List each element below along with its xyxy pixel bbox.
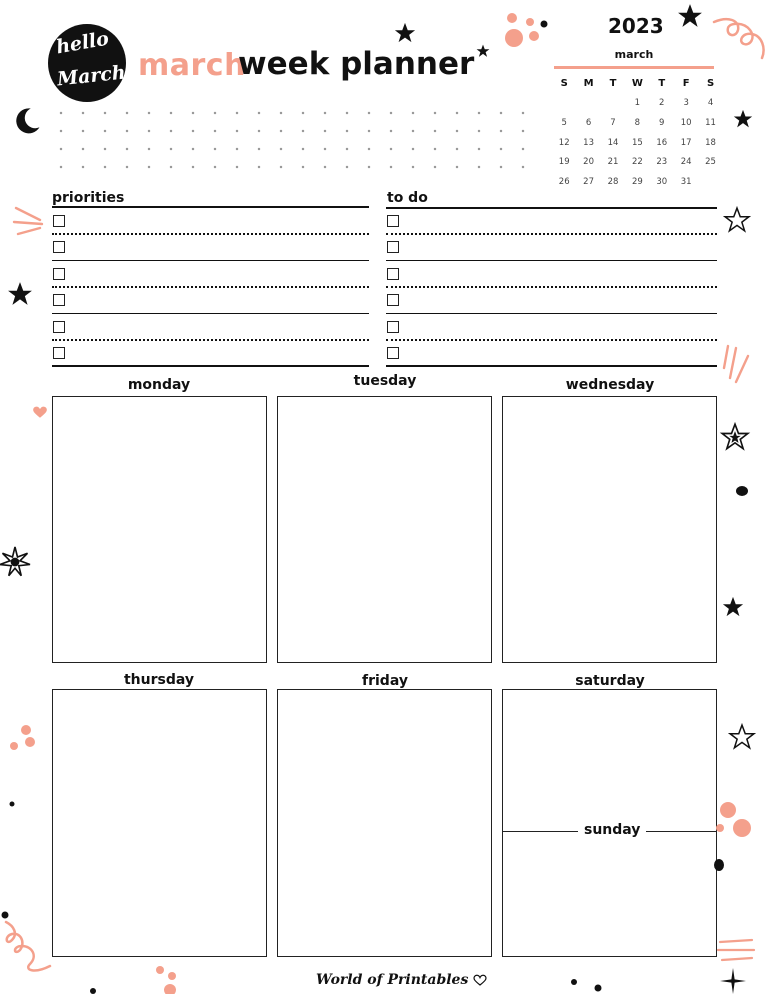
ink-dot-icon [712,858,726,872]
todo-checkbox[interactable] [387,215,399,227]
day-label-wednesday: wednesday [565,377,655,393]
calendar-day: 14 [607,137,619,148]
priority-checkbox[interactable] [53,347,65,359]
day-label-monday: monday [127,377,191,393]
ink-dot-icon [8,800,16,808]
todo-row[interactable] [386,315,717,341]
calendar-grid [552,74,716,213]
calendar-day: 28 [607,177,619,188]
ink-dot-icon [568,976,608,994]
mini-calendar [552,10,716,196]
calendar-weekday-header: S [706,78,715,89]
calendar-weekday-header: M [583,78,594,89]
day-label-thursday: thursday [123,672,195,688]
todo-row[interactable] [386,288,717,314]
priority-row[interactable] [52,235,369,261]
star-icon [722,596,744,618]
day-label-friday: friday [362,673,408,689]
calendar-day: 2 [659,98,665,108]
calendar-day: 13 [583,137,594,148]
star-icon [676,3,704,29]
todo-row[interactable] [386,341,717,367]
heart-outline-icon [473,974,487,986]
todo-checkbox[interactable] [387,268,399,280]
day-label-sunday: sunday [578,822,646,838]
priority-checkbox[interactable] [53,294,65,306]
dot-grid-notes [50,104,540,174]
calendar-day: 26 [558,177,570,188]
calendar-weekday-header: T [609,78,617,89]
day-box-monday[interactable] [52,396,267,663]
calendar-day [698,173,722,193]
badge-text-march: March [56,61,127,91]
footer-credit [316,972,487,988]
star-outline-icon [724,207,750,233]
hello-march-badge [48,24,126,102]
calendar-day: 25 [705,157,716,168]
todo-row[interactable] [386,209,717,235]
todo-row[interactable] [386,262,717,288]
priority-checkbox[interactable] [53,321,65,333]
dot-cluster-icon [500,10,554,50]
calendar-day [576,94,600,114]
heart-icon [32,404,48,420]
calendar-weekday-header: F [682,78,690,89]
swirl-icon [4,920,58,974]
ink-dot-icon [735,484,749,498]
calendar-day: 31 [680,177,692,188]
todo-row[interactable] [386,235,717,261]
calendar-day: 9 [659,117,665,128]
calendar-day: 21 [607,157,619,168]
ink-dot-icon [0,910,10,920]
todo-checkbox[interactable] [387,294,399,306]
priorities-label: priorities [52,190,125,206]
calendar-day [601,94,625,114]
calendar-day: 27 [583,177,594,188]
day-label-tuesday: tuesday [353,373,417,389]
calendar-accent-rule [554,66,714,69]
title-month: march [138,48,246,83]
calendar-day: 5 [561,117,567,128]
priorities-top-rule [52,206,369,208]
star-icon [476,44,490,58]
calendar-year: 2023 [608,14,664,38]
calendar-month: march [614,48,654,61]
dot-cluster-icon [4,720,38,754]
calendar-day: 6 [585,117,592,128]
ink-dot-icon [88,986,98,994]
priority-row[interactable] [52,315,369,341]
burst-lines-icon [716,938,756,964]
calendar-day: 4 [707,98,714,108]
star-burst-icon [0,547,30,577]
day-box-friday[interactable] [277,689,492,957]
priority-checkbox[interactable] [53,215,65,227]
calendar-day: 20 [583,157,594,168]
burst-lines-icon [722,344,750,384]
calendar-day: 30 [656,177,668,188]
burst-lines-icon [12,206,46,236]
priority-checkbox[interactable] [53,241,65,253]
calendar-weekday-header: T [658,78,666,89]
todo-checkbox[interactable] [387,347,399,359]
calendar-day: 10 [680,117,692,128]
calendar-day: 22 [631,157,643,168]
priority-row[interactable] [52,209,369,235]
day-box-thursday[interactable] [52,689,267,957]
day-box-wednesday[interactable] [502,396,717,663]
star-icon [6,281,34,307]
moon-icon [12,106,42,136]
day-label-saturday: saturday [575,673,645,689]
calendar-day: 19 [558,157,570,168]
calendar-day: 29 [631,177,643,188]
calendar-day: 17 [680,137,692,148]
calendar-day: 12 [558,137,570,148]
calendar-day: 8 [634,117,641,128]
priority-row-line [52,365,369,367]
priority-checkbox[interactable] [53,268,65,280]
footer-credit-text: World of Printables [316,972,469,988]
star-icon [394,22,416,44]
priority-row[interactable] [52,262,369,288]
dot-cluster-icon [150,962,182,994]
star-outline-icon [729,724,755,750]
priority-row[interactable] [52,341,369,367]
todo-row-line [386,365,717,367]
day-box-tuesday[interactable] [277,396,492,663]
star-burst-icon [721,423,749,451]
star-icon [733,109,753,129]
sparkle-icon [720,968,746,994]
todo-checkbox[interactable] [387,321,399,333]
swirl-icon [710,14,768,70]
priority-row[interactable] [52,288,369,314]
calendar-day [552,94,576,114]
calendar-day: 15 [631,137,643,148]
calendar-day: 1 [634,98,641,108]
calendar-weekday-header: W [631,78,643,89]
calendar-weekday-header: S [560,78,568,89]
calendar-day: 7 [610,117,616,128]
todo-label: to do [387,190,428,206]
calendar-day: 3 [683,98,689,108]
page-title: week planner [238,46,475,82]
calendar-day: 11 [705,117,716,128]
calendar-day: 24 [680,157,692,168]
calendar-day: 18 [705,137,716,148]
dot-cluster-icon [714,796,756,842]
calendar-day: 16 [656,137,668,148]
badge-text-hello: hello [54,27,111,59]
todo-checkbox[interactable] [387,241,399,253]
calendar-day: 23 [656,157,668,168]
